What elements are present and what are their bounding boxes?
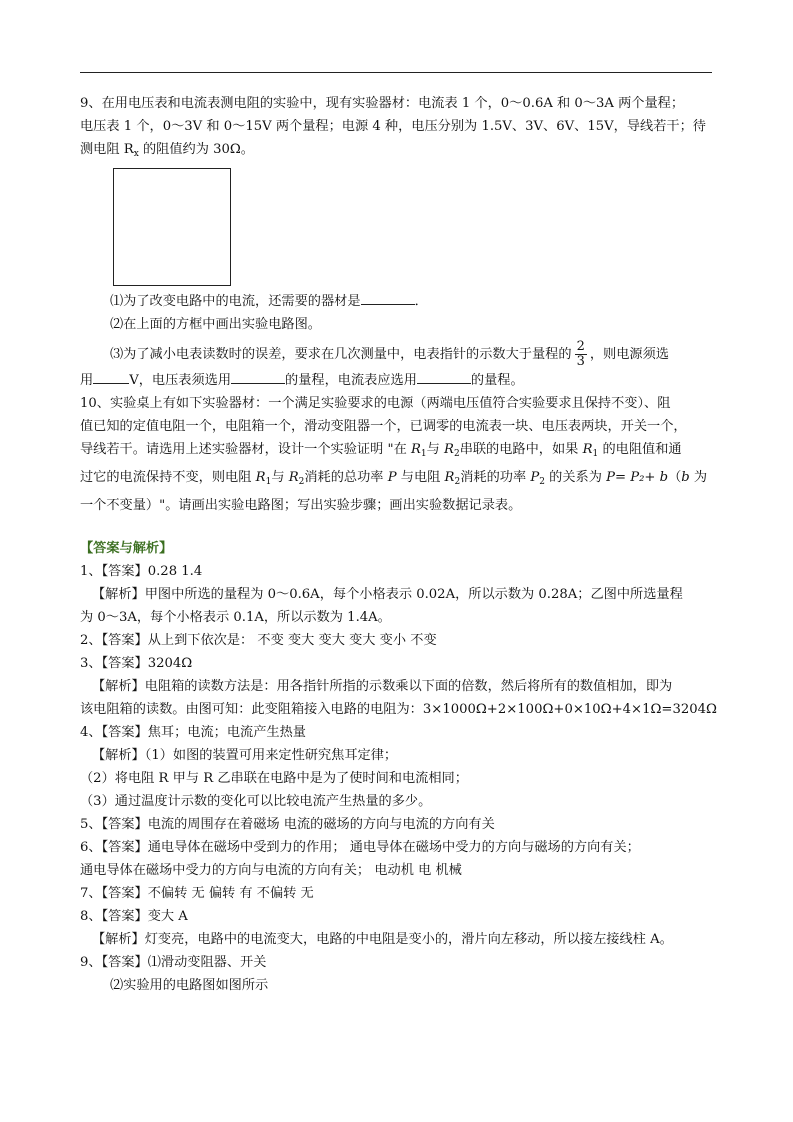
q9-sub3: ⑶为了减小电表读数时的误差，要求在几次测量中，电表指针的示数大于量程的 $\frac{2}{3}$ ，则电源须选 <box>110 339 669 369</box>
answer-1: 1、【答案】0.28 1.4 <box>80 564 203 579</box>
answer-3-explanation-1: 【解析】电阻箱的读数方法是：用各指针所指的示数乘以下面的倍数，然后将所有的数值相加，即为 <box>92 679 673 694</box>
q9-sub2: ⑵在上面的方框中画出实验电路图。 <box>110 317 321 332</box>
header-rule <box>80 72 712 73</box>
answer-1-explanation-2: 为 0～3A，每个小格表示 0.1A，所以示数为 1.4A。 <box>80 610 391 625</box>
answer-4-explanation-3: （3）通过温度计示数的变化可以比较电流产生热量的多少。 <box>80 794 432 809</box>
q10-line1: 10、实验桌上有如下实验器材：一个满足实验要求的电源（两端电压值符合实验要求且保持不变）、阻 <box>80 396 671 411</box>
answer-6-line2: 通电导体在磁场中受力的方向与电流的方向有关； 电动机 电 机械 <box>80 863 462 878</box>
circuit-diagram-box[interactable] <box>113 168 231 286</box>
q10-line5: 一个不变量）"。请画出实验电路图；写出实验步骤；画出实验数据记录表。 <box>80 498 522 513</box>
answers-section-title: 【答案与解析】 <box>80 541 173 556</box>
answer-4-explanation-1: 【解析】（1）如图的装置可用来定性研究焦耳定律； <box>92 748 398 763</box>
fraction-two-thirds: $\frac{2}{3}$ <box>576 339 585 369</box>
answer-blank-ammeter-range[interactable] <box>417 369 471 384</box>
answer-4: 4、【答案】焦耳；电流；电流产生热量 <box>80 725 306 740</box>
answer-8-explanation: 【解析】灯变亮，电路中的电流变大，电路的中电阻是变小的，滑片向左移动，所以接左接线柱 A。 <box>92 932 673 947</box>
answer-7: 7、【答案】不偏转 无 偏转 有 不偏转 无 <box>80 886 314 901</box>
answer-blank-equipment[interactable] <box>361 290 415 305</box>
answer-8: 8、【答案】变大 A <box>80 909 188 924</box>
q10-line3: 导线若干。请选用上述实验器材，设计一个实验证明 "在 $R_1$与 $R_2$串联的电路中，如果 $R_1$ 的电阻值和通 <box>80 442 682 459</box>
q9-sub1: ⑴为了改变电路中的电流，还需要的器材是 ． <box>80 290 720 313</box>
q9-line3: 测电阻 $R_x$ 的阻值约为 30Ω。 <box>80 142 254 159</box>
q10-line2: 值已知的定值电阻一个，电阻箱一个，滑动变阻器一个，已调零的电流表一块、电压表两块，开关一个， <box>80 419 687 434</box>
answer-6-line1: 6、【答案】通电导体在磁场中受到力的作用； 通电导体在磁场中受力的方向与磁场的方向有关； <box>80 840 640 855</box>
answer-blank-voltage[interactable] <box>93 369 129 384</box>
q10-line4: 过它的电流保持不变，则电阻 $R_1$与 $R_2$消耗的总功率 P 与电阻 $R_2$消耗的功率 $P_2$ 的关系为 P= P₂+ b（b 为 <box>80 470 708 487</box>
answer-9: 9、【答案】⑴滑动变阻器、开关 <box>80 955 267 970</box>
answer-5: 5、【答案】电流的周围存在着磁场 电流的磁场的方向与电流的方向有关 <box>80 817 495 832</box>
answer-9-part2: ⑵实验用的电路图如图所示 <box>110 978 269 993</box>
answer-3: 3、【答案】3204Ω <box>80 656 193 671</box>
answer-4-explanation-2: （2）将电阻 R 甲与 R 乙串联在电路中是为了使时间和电流相同； <box>80 771 468 786</box>
q9-line2: 电压表 1 个，0～3V 和 0～15V 两个量程；电源 4 种，电压分别为 1.5V、3V、6V、15V，导线若干；待 <box>80 119 706 134</box>
answer-2: 2、【答案】从上到下依次是： 不变 变大 变大 变大 变小 不变 <box>80 633 437 648</box>
document-body <box>80 92 720 997</box>
q9-sub3-cont: 用 V，电压表须选用 的量程，电流表应选用 的量程。 <box>80 369 720 392</box>
answer-3-explanation-2: 该电阻箱的读数。由图可知：此变阻箱接入电路的电阻为：3×1000Ω+2×100Ω+0×10Ω+4×1Ω=3204Ω <box>80 702 717 717</box>
answer-1-explanation-1: 【解析】甲图中所选的量程为 0～0.6A，每个小格表示 0.02A，所以示数为 0.28A；乙图中所选量程 <box>92 587 683 602</box>
answer-blank-voltmeter-range[interactable] <box>231 369 285 384</box>
q9-line1: 9、在用电压表和电流表测电阻的实验中，现有实验器材：电流表 1 个，0～0.6A 和 0～3A 两个量程； <box>80 96 685 111</box>
